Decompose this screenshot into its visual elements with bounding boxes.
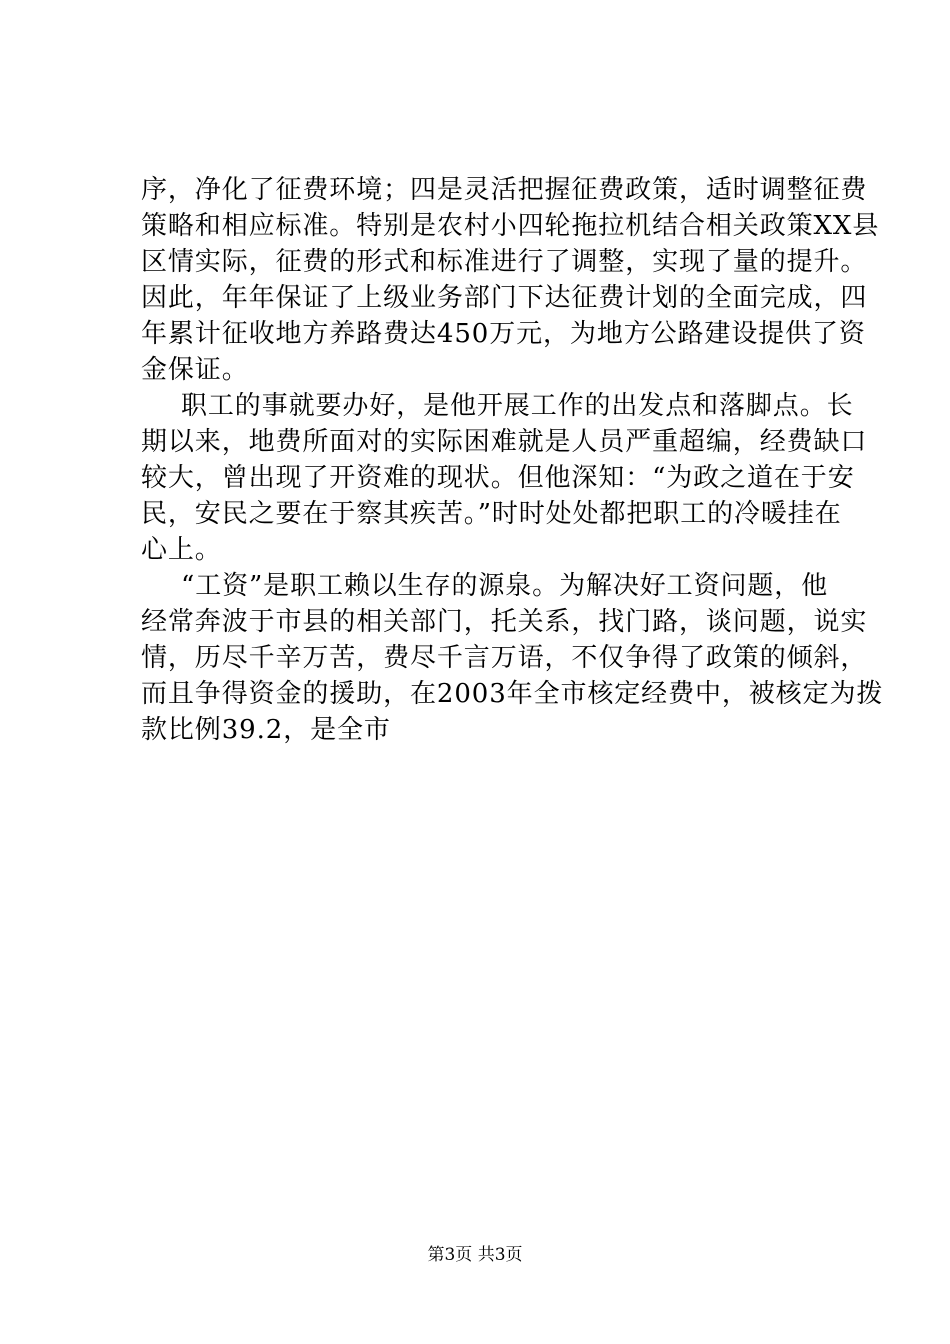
text-line: 民，安民之要在于察其疾苦。”时时处处都把职工的冷暖挂在 [141,499,842,529]
text-line: 心上。 [141,535,222,565]
text-line: 而且争得资金的援助，在2003年全市核定经费中，被核定为拨 [141,679,884,709]
paragraph-start-line: “工资”是职工赖以生存的源泉。为解决好工资问题，他 [181,571,829,601]
text-line: 情，历尽千辛万苦，费尽千言万语，不仅争得了政策的倾斜， [141,643,868,673]
text-line: 期以来，地费所面对的实际困难就是人员严重超编，经费缺口 [141,427,868,457]
text-line: 款比例39.2，是全市 [141,715,391,745]
text-line: 经常奔波于市县的相关部门，托关系，找门路，谈问题，说实 [141,607,868,637]
page-footer: 第3页 共3页 [427,1245,523,1265]
text-line: 序，净化了征费环境；四是灵活把握征费政策，适时调整征费 [141,175,868,205]
text-line: 年累计征收地方养路费达450万元，为地方公路建设提供了资 [141,319,866,349]
paragraph-start-line: 职工的事就要办好，是他开展工作的出发点和落脚点。长 [181,391,854,421]
text-line: 区情实际，征费的形式和标准进行了调整，实现了量的提升。 [141,247,868,277]
text-line: 较大，曾出现了开资难的现状。但他深知：“为政之道在于安 [141,463,855,493]
text-line: 金保证。 [141,355,249,385]
document-body [141,172,884,748]
text-line: 因此，年年保证了上级业务部门下达征费计划的全面完成，四 [141,283,868,313]
text-line: 策略和相应标准。特别是农村小四轮拖拉机结合相关政策XX县 [141,211,880,241]
